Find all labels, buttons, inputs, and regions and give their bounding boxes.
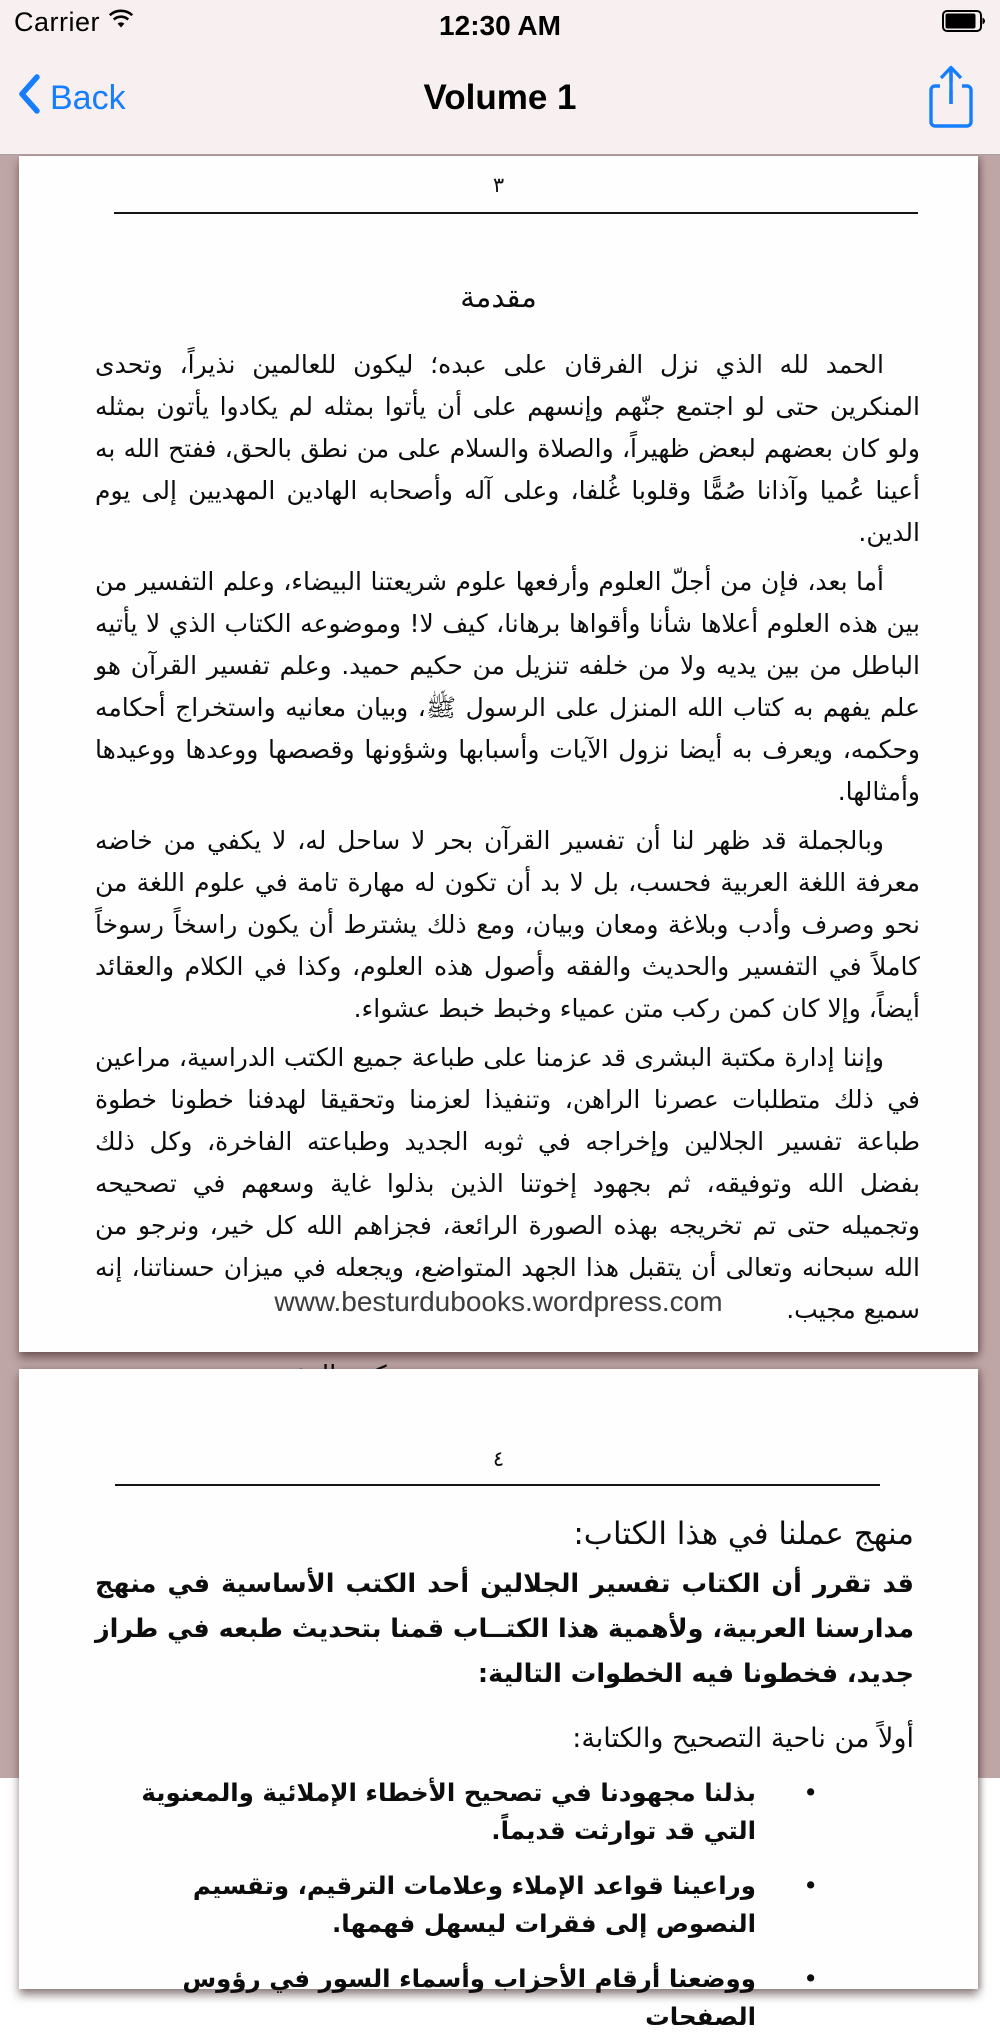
list-item xyxy=(109,1774,818,1850)
list-item xyxy=(109,1867,818,1943)
status-bar xyxy=(0,0,1000,46)
page-number: ٣ xyxy=(492,173,505,197)
paragraph: أما بعد، فإن من أجلّ العلوم وأرفعها علوم شريعتنا البيضاء، وعلم التفسير من بين هذه العلوم أعلاها شأنا وأقواها برهانا، كيف لا! وموضوعه الكتاب الذي لا يأتيه الباطل من بين يديه ولا من خلفه تنزيل من حكيم حميد. وعلم تفسير القرآن هو علم يفهم به كتاب الله المنزل على الرسول ﷺ، وبيان معانيه واستخراج أحكامه وحكمه، ويعرف به أيضا نزول الآيات وأسبابها وشؤونها وقصصها ووعدها ووعيدها وأمثالها. xyxy=(95,567,920,806)
chapter-heading: مقدمة xyxy=(460,280,537,314)
paragraph: وبالجملة قد ظهر لنا أن تفسير القرآن بحر لا ساحل له، لا يكفي من خاضه معرفة اللغة العربية فحسب، بل لا بد أن تكون له مهارة تامة في علوم اللغة من نحو وصرف وأدب وبلاغة ومعان وبيان، ومع ذلك يشترط أن يكون راسخاً رسوخاً كاملاً في التفسير والحديث والفقه وأصول هذه العلوم، وكذا في الكلام والعقائد أيضاً، وإلا كان كمن ركب متن عمياء وخبط خبط عشواء. xyxy=(95,826,920,1023)
subsection-heading: أولاً من ناحية التصحيح والكتابة: xyxy=(572,1723,914,1754)
document-title: Volume 1 xyxy=(423,78,577,117)
wifi-icon xyxy=(108,10,134,35)
clock: 12:30 AM xyxy=(439,10,561,41)
list-item xyxy=(109,1960,818,2036)
share-button[interactable] xyxy=(926,64,976,135)
bullet-list xyxy=(19,1774,978,2036)
share-icon xyxy=(926,117,976,134)
bullet-icon: • xyxy=(803,1871,818,1900)
section-title: منهج عملنا في هذا الكتاب: xyxy=(573,1516,914,1552)
nav-bar xyxy=(0,46,1000,155)
list-item-text: بذلنا مجهودنا في تصحيح الأخطاء الإملائية والمعنوية التي قد توارثت قديماً. xyxy=(141,1778,756,1845)
battery-icon xyxy=(942,10,986,37)
list-item-text: ووضعنا أرقام الأحزاب وأسماء السور في رؤوس الصفحات xyxy=(182,1964,756,2031)
pdf-page-3 xyxy=(19,156,978,1352)
bullet-icon: • xyxy=(803,1778,818,1807)
paragraph: الحمد لله الذي نزل الفرقان على عبده؛ ليكون للعالمين نذيراً، وتحدى المنكرين حتى لو اجتمع جنّهم وإنسهم على أن يأتوا بمثله لم يكادوا يأتون بمثله ولو كان بعضهم لبعض ظهيراً، والصلاة والسلام على من نطق بالحق، ففتح الله به أعينا عُميا وآذانا صُمًّا وقلوبا غُلفا، وعلى آله وأصحابه الهادين المهديين إلى يوم الدين. xyxy=(95,350,920,547)
carrier-label: Carrier xyxy=(14,7,101,37)
header-rule xyxy=(115,1484,880,1486)
body-text xyxy=(19,344,978,1331)
header-rule xyxy=(114,212,918,214)
back-button-label: Back xyxy=(50,79,126,117)
pdf-page-4 xyxy=(19,1369,978,2031)
body-text xyxy=(19,1562,978,1697)
page-number: ٤ xyxy=(492,1447,505,1471)
status-right xyxy=(942,10,986,37)
bullet-icon: • xyxy=(803,1964,818,1993)
paragraph: وإننا إدارة مكتبة البشرى قد عزمنا على طباعة جميع الكتب الدراسية، مراعين في ذلك متطلبات عصرنا الراهن، وتنفيذا لعزمنا وتحقيقا لهدفنا خطونا خطوة طباعة تفسير الجلالين وإخراجه في ثوبه الجديد وطباعته الفاخرة، وكل ذلك بفضل الله وتوفيقه، ثم بجهود إخوتنا الذين بذلوا غاية وسعهم في تصحيحه وتجميله حتى تم تخريجه بهذه الصورة الرائعة، فجزاهم الله كل خير، ونرجو من الله سبحانه وتعالى أن يتقبل هذا الجهد المتواضع، ويجعله في ميزان حسناتنا، إنه سميع مجيب. xyxy=(95,1043,920,1324)
paragraph: قد تقرر أن الكتاب تفسير الجلالين أحد الكتب الأساسية في منهج مدارسنا العربية، ولأهمية هذا الكتــاب قمنا بتحديث طبعه في طراز جديد، فخطونا فيه الخطوات التالية: xyxy=(95,1569,914,1689)
pdf-viewport[interactable] xyxy=(0,156,1000,2031)
status-left xyxy=(14,7,134,38)
watermark-url: www.besturdubooks.wordpress.com xyxy=(274,1286,723,1317)
list-item-text: وراعينا قواعد الإملاء وعلامات الترقيم، وتقسيم النصوص إلى فقرات ليسهل فهمها. xyxy=(192,1871,756,1938)
